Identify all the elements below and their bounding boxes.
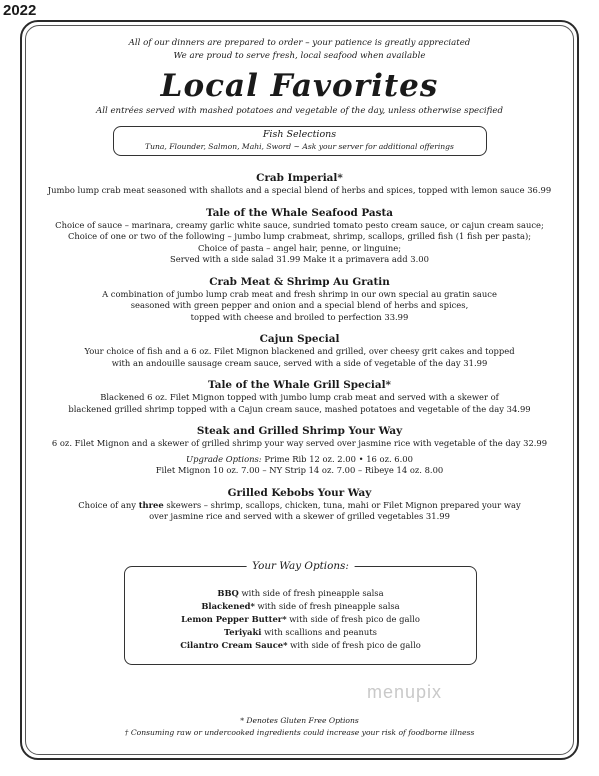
- menu-content: [28, 28, 571, 523]
- footer: [28, 715, 571, 739]
- fish-selections-box: [113, 126, 487, 156]
- year-label: 2022: [3, 2, 37, 19]
- watermark: menupix: [367, 682, 443, 702]
- item-description: Choice of sauce – marinara, creamy garlic white sauce, sundried tomato pesto cream sauce, or cajun cream sauce;: [55, 219, 544, 230]
- item-name: Crab Imperial*: [256, 172, 343, 184]
- menu-item-crab-imperial: [28, 171, 571, 197]
- item-name: Cajun Special: [259, 333, 340, 345]
- item-description: A combination of jumbo lump crab meat and fresh shrimp in our own special au gratin sauce: [102, 288, 497, 299]
- your-way-option: Cilantro Cream Sauce* with side of fresh pico de gallo: [180, 640, 421, 650]
- your-way-option: Teriyaki with scallions and peanuts: [223, 627, 377, 637]
- fish-selections-heading: Fish Selections: [262, 129, 337, 140]
- menu-item-kebobs: [28, 486, 571, 523]
- upgrade-line-1: Prime Rib 12 oz. 2.00 • 16 oz. 6.00: [264, 453, 413, 464]
- gluten-free-note: * Denotes Gluten Free Options: [240, 716, 359, 725]
- your-way-option: Lemon Pepper Butter* with side of fresh pico de gallo: [181, 614, 420, 624]
- item-name: Tale of the Whale Grill Special*: [208, 379, 391, 391]
- item-description: Choice of one or two of the following – jumbo lump crabmeat, shrimp, scallops, grilled fish (1 fish per pasta);: [67, 231, 532, 241]
- item-description: topped with cheese and broiled to perfection 33.99: [190, 311, 409, 322]
- menu-item-steak-shrimp: [28, 424, 571, 477]
- menu-item-grill-special: [28, 378, 571, 415]
- your-way-heading: Your Way Options:: [246, 560, 355, 572]
- item-description: over jasmine rice and served with a skewer of grilled vegetables 31.99: [149, 511, 450, 521]
- item-description: with an andouille sausage cream sauce, served with a side of vegetable of the day 31.99: [111, 357, 488, 368]
- item-description: Your choice of fish and a 6 oz. Filet Mignon blackened and grilled, over cheesy grit cakes and topped: [84, 346, 515, 356]
- subtitle: All entrées served with mashed potatoes and vegetable of the day, unless otherwise specified: [96, 106, 503, 116]
- item-description: Served with a side salad 31.99 Make it a primavera add 3.00: [170, 254, 429, 264]
- intro-line-2: We are proud to serve fresh, local seafood when available: [173, 51, 426, 61]
- menu-item-cajun-special: [28, 332, 571, 369]
- item-description: Choice of any three skewers – shrimp, scallops, chicken, tuna, mahi or Filet Mignon prepared your way: [78, 499, 521, 510]
- consumption-warning: † Consuming raw or undercooked ingredients could increase your risk of foodborne illness: [124, 728, 475, 737]
- item-description: Choice of pasta – angel hair, penne, or linguine;: [197, 242, 402, 253]
- item-name: Grilled Kebobs Your Way: [227, 486, 372, 499]
- menu-item-au-gratin: [28, 275, 571, 324]
- item-description: Blackened 6 oz. Filet Mignon topped with jumbo lump crab meat and served with a skewer of: [100, 392, 499, 402]
- page-title: Local Favorites: [160, 68, 439, 104]
- intro-line-1: All of our dinners are prepared to order – your patience is greatly appreciated: [128, 38, 471, 48]
- item-name: Crab Meat & Shrimp Au Gratin: [209, 275, 390, 288]
- your-way-option: BBQ with side of fresh pineapple salsa: [217, 588, 384, 598]
- item-description: Jumbo lump crab meat seasoned with shallots and a special blend of herbs and spices, topped with lemon sauce 36.99: [47, 185, 552, 195]
- item-description: 6 oz. Filet Mignon and a skewer of grilled shrimp your way served over jasmine rice with vegetable of the day 32.99: [51, 438, 548, 448]
- your-way-options-box: [124, 560, 477, 665]
- your-way-list: [125, 587, 476, 652]
- item-description: seasoned with green pepper and onion and a special blend of herbs and spices,: [130, 300, 469, 310]
- your-way-option: Blackened* with side of fresh pineapple salsa: [201, 601, 400, 611]
- upgrade-label: Upgrade Options:: [186, 453, 262, 464]
- item-name: Tale of the Whale Seafood Pasta: [205, 206, 394, 219]
- upgrade-options: [28, 454, 571, 477]
- item-name: Steak and Grilled Shrimp Your Way: [196, 425, 403, 437]
- menu-item-seafood-pasta: [28, 206, 571, 266]
- upgrade-line-2: Filet Mignon 10 oz. 7.00 – NY Strip 14 oz. 7.00 – Ribeye 14 oz. 8.00: [155, 465, 444, 475]
- fish-selections-text: Tuna, Flounder, Salmon, Mahi, Sword ~ Ask your server for additional offerings: [145, 142, 454, 151]
- item-description: blackened grilled shrimp topped with a Cajun cream sauce, mashed potatoes and vegetable of the day 34.99: [68, 403, 531, 414]
